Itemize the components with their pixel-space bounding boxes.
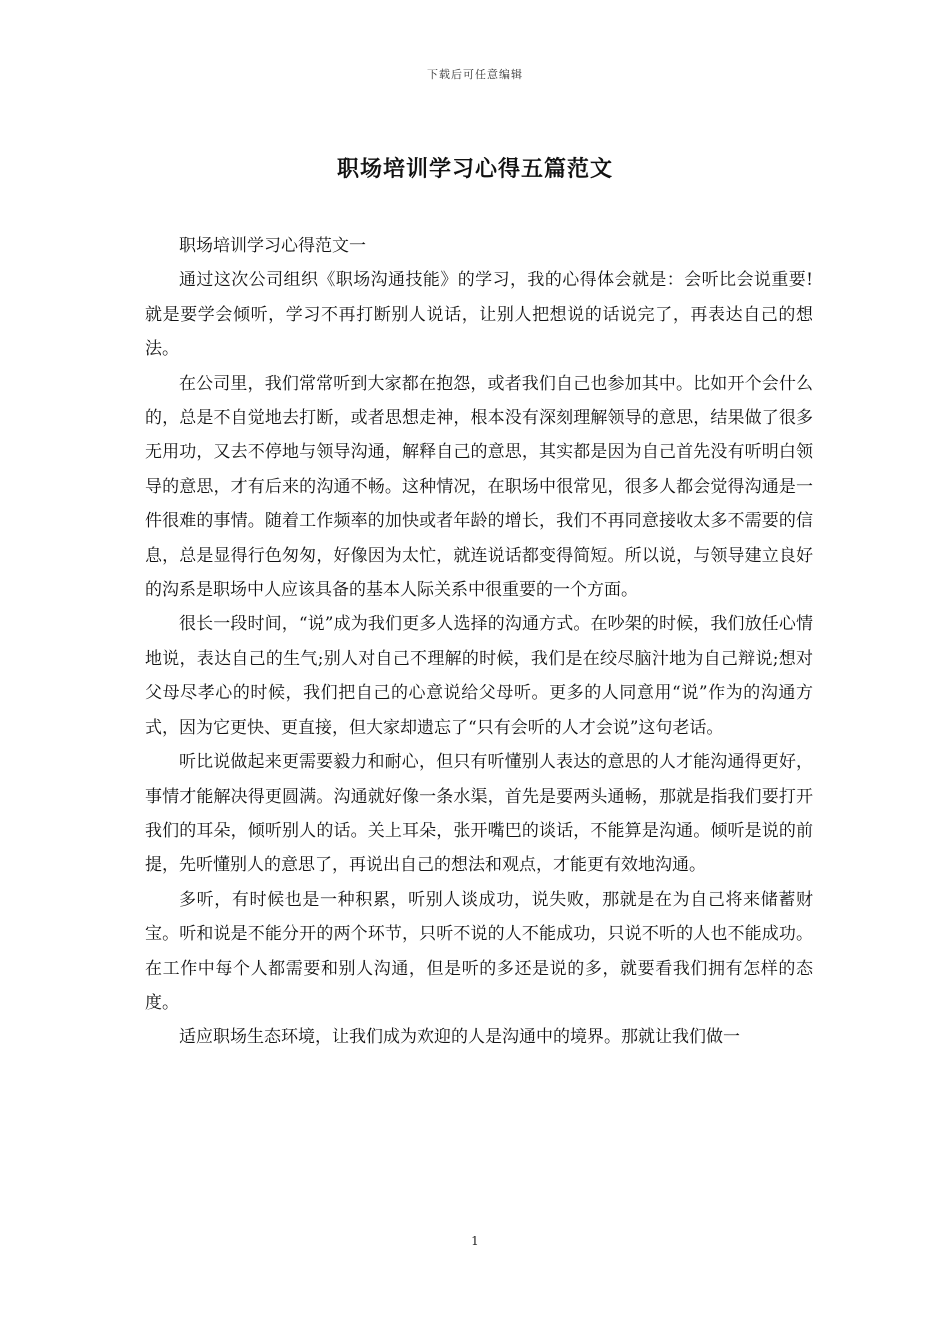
page-number: 1 bbox=[471, 1234, 479, 1248]
paragraph-1: 通过这次公司组织《职场沟通技能》的学习，我的心得体会就是：会听比会说重要!就是要学会倾听，学习不再打断别人说话，让别人把想说的话说完了，再表达自己的想法。 bbox=[145, 270, 813, 360]
header-note: 下载后可任意编辑 bbox=[427, 68, 523, 81]
paragraph-6: 适应职场生态环境，让我们成为欢迎的人是沟通中的境界。那就让我们做一 bbox=[179, 1027, 740, 1048]
paragraph-2: 在公司里，我们常常听到大家都在抱怨，或者我们自己也参加其中。比如开个会什么的，总是不自觉地去打断，或者思想走神，根本没有深刻理解领导的意思，结果做了很多无用功，又去不停地与领导沟通，解释自己的意思，其实都是因为自己首先没有听明白领导的意思，才有后来的沟通不畅。这种情况，在职场中很常见，很多人都会觉得沟通是一件很难的事情。随着工作频率的加快或者年龄的增长，我们不再同意接收太多不需要的信息，总是显得行色匆匆，好像因为太忙，就连说话都变得简短。所以说，与领导建立良好的沟系是职场中人应该具备的基本人际关系中很重要的一个方面。 bbox=[145, 373, 813, 601]
document-body bbox=[145, 229, 813, 1055]
paragraph-3: 很长一段时间，“说”成为我们更多人选择的沟通方式。在吵架的时候，我们放任心情地说，表达自己的生气;别人对自己不理解的时候，我们是在绞尽脑汁地为自己辩说;想对父母尽孝心的时候，我们把自己的心意说给父母听。更多的人同意用“说”作为的沟通方式，因为它更快、更直接，但大家却遗忘了“只有会听的人才会说”这句老话。 bbox=[145, 614, 813, 738]
section-heading: 职场培训学习心得范文一 bbox=[179, 236, 366, 256]
paragraph-5: 多听，有时候也是一种积累，听别人谈成功，说失败，那就是在为自己将来储蓄财宝。听和说是不能分开的两个环节，只听不说的人不能成功，只说不听的人也不能成功。在工作中每个人都需要和别人沟通，但是听的多还是说的多，就要看我们拥有怎样的态度。 bbox=[145, 889, 813, 1013]
paragraph-4: 听比说做起来更需要毅力和耐心，但只有听懂别人表达的意思的人才能沟通得更好，事情才能解决得更圆满。沟通就好像一条水渠，首先是要两头通畅，那就是指我们要打开我们的耳朵，倾听别人的话。关上耳朵，张开嘴巴的谈话，不能算是沟通。倾听是说的前提，先听懂别人的意思了，再说出自己的想法和观点，才能更有效地沟通。 bbox=[145, 752, 813, 876]
document-title: 职场培训学习心得五篇范文 bbox=[336, 156, 613, 182]
